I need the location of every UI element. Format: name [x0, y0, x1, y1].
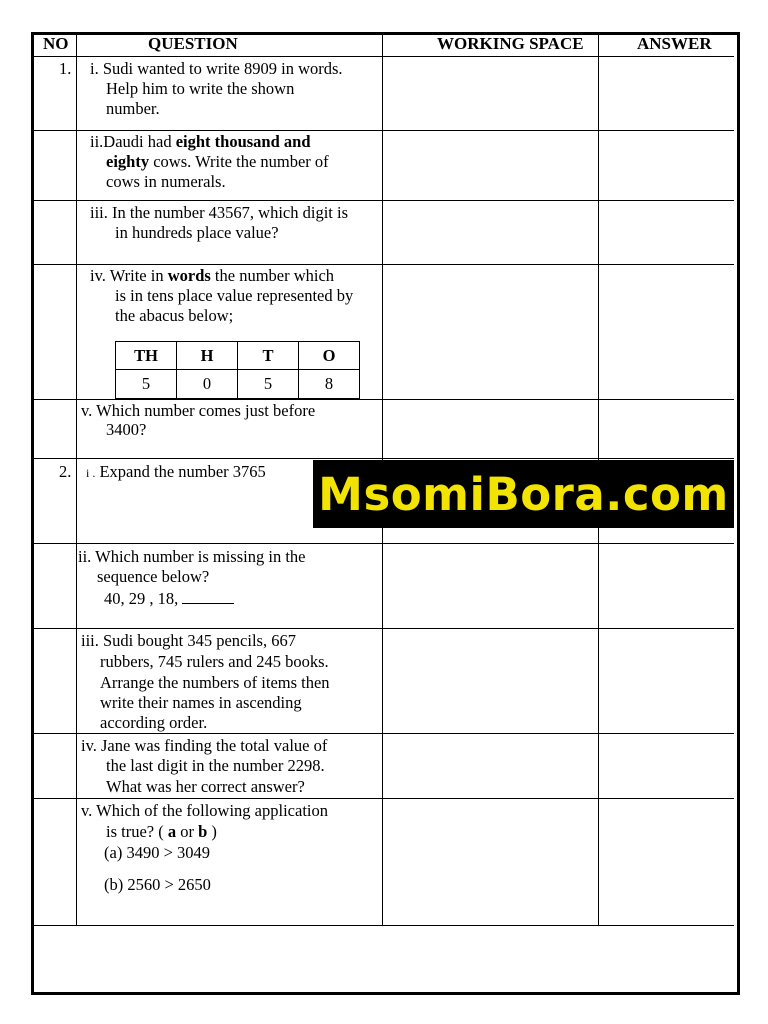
q2-iii-line5: according order. [100, 713, 208, 732]
answer-blank [182, 589, 234, 604]
q2-iv-line1: iv. Jane was finding the total value of [81, 736, 328, 755]
row-divider [34, 798, 734, 799]
column-divider [76, 35, 77, 925]
q2-iii-line1: iii. Sudi bought 345 pencils, 667 [81, 631, 296, 650]
q1-iv-line1: iv. Write in words the number which [90, 266, 335, 285]
row-divider [34, 130, 734, 131]
abacus-value-t: 5 [238, 370, 299, 399]
header-answer: ANSWER [637, 34, 712, 53]
row-divider [34, 543, 734, 544]
q2-iv-line2: the last digit in the number 2298. [106, 756, 325, 775]
q1-i-line3: number. [106, 99, 160, 118]
q1-iv-line3: the abacus below; [115, 306, 234, 325]
q1-iii-line2: in hundreds place value? [115, 223, 279, 242]
abacus-table [115, 341, 360, 399]
abacus-value-th: 5 [116, 370, 177, 399]
q2-i-line1: i . Expand the number 3765 [86, 462, 266, 481]
header-working-space: WORKING SPACE [437, 34, 584, 53]
q1-iii-line1: iii. In the number 43567, which digit is [90, 203, 349, 222]
abacus-header-o: O [299, 342, 360, 370]
q2-ii-line2: sequence below? [97, 567, 210, 586]
row-divider [34, 628, 734, 629]
row-divider [34, 733, 734, 734]
abacus-header-h: H [177, 342, 238, 370]
q1-ii-line1: ii.Daudi had eight thousand and [90, 132, 311, 151]
q1-i-line2: Help him to write the shown [106, 79, 295, 98]
q1-iv-line2: is in tens place value represented by [115, 286, 354, 305]
row-divider [34, 200, 734, 201]
q2-iv-line3: What was her correct answer? [106, 777, 305, 796]
q2-v-line1: v. Which of the following application [81, 801, 328, 820]
abacus-header-th: TH [116, 342, 177, 370]
question-number-1: 1. [59, 59, 72, 78]
abacus-value-h: 0 [177, 370, 238, 399]
q2-ii-line3: 40, 29 , 18, [104, 589, 234, 609]
row-divider [34, 399, 734, 400]
q1-v-line1: v. Which number comes just before [81, 401, 316, 420]
header-no: NO [43, 34, 69, 53]
q2-iii-line4: write their names in ascending [100, 693, 302, 712]
question-number-2: 2. [59, 462, 72, 481]
header-question: QUESTION [148, 34, 238, 53]
q1-ii-line2: eighty cows. Write the number of [106, 152, 329, 171]
header-row-divider [34, 56, 734, 57]
row-divider [34, 925, 734, 926]
q2-v-option-a: (a) 3490 > 3049 [104, 843, 210, 862]
abacus-value-o: 8 [299, 370, 360, 399]
q2-iii-line3: Arrange the numbers of items then [100, 673, 330, 692]
watermark-text: MsomiBora.com [318, 467, 729, 521]
q2-v-option-b: (b) 2560 > 2650 [104, 875, 211, 894]
q1-ii-line3: cows in numerals. [106, 172, 226, 191]
q2-ii-line1: ii. Which number is missing in the [78, 547, 306, 566]
q1-i-line1: i. Sudi wanted to write 8909 in words. [90, 59, 343, 78]
msomibora-watermark [313, 460, 734, 528]
q1-v-line2: 3400? [106, 420, 147, 439]
row-divider [34, 458, 734, 459]
abacus-header-t: T [238, 342, 299, 370]
q2-v-line2: is true? ( a or b ) [106, 822, 217, 841]
row-divider [34, 264, 734, 265]
q2-iii-line2: rubbers, 745 rulers and 245 books. [100, 652, 329, 671]
